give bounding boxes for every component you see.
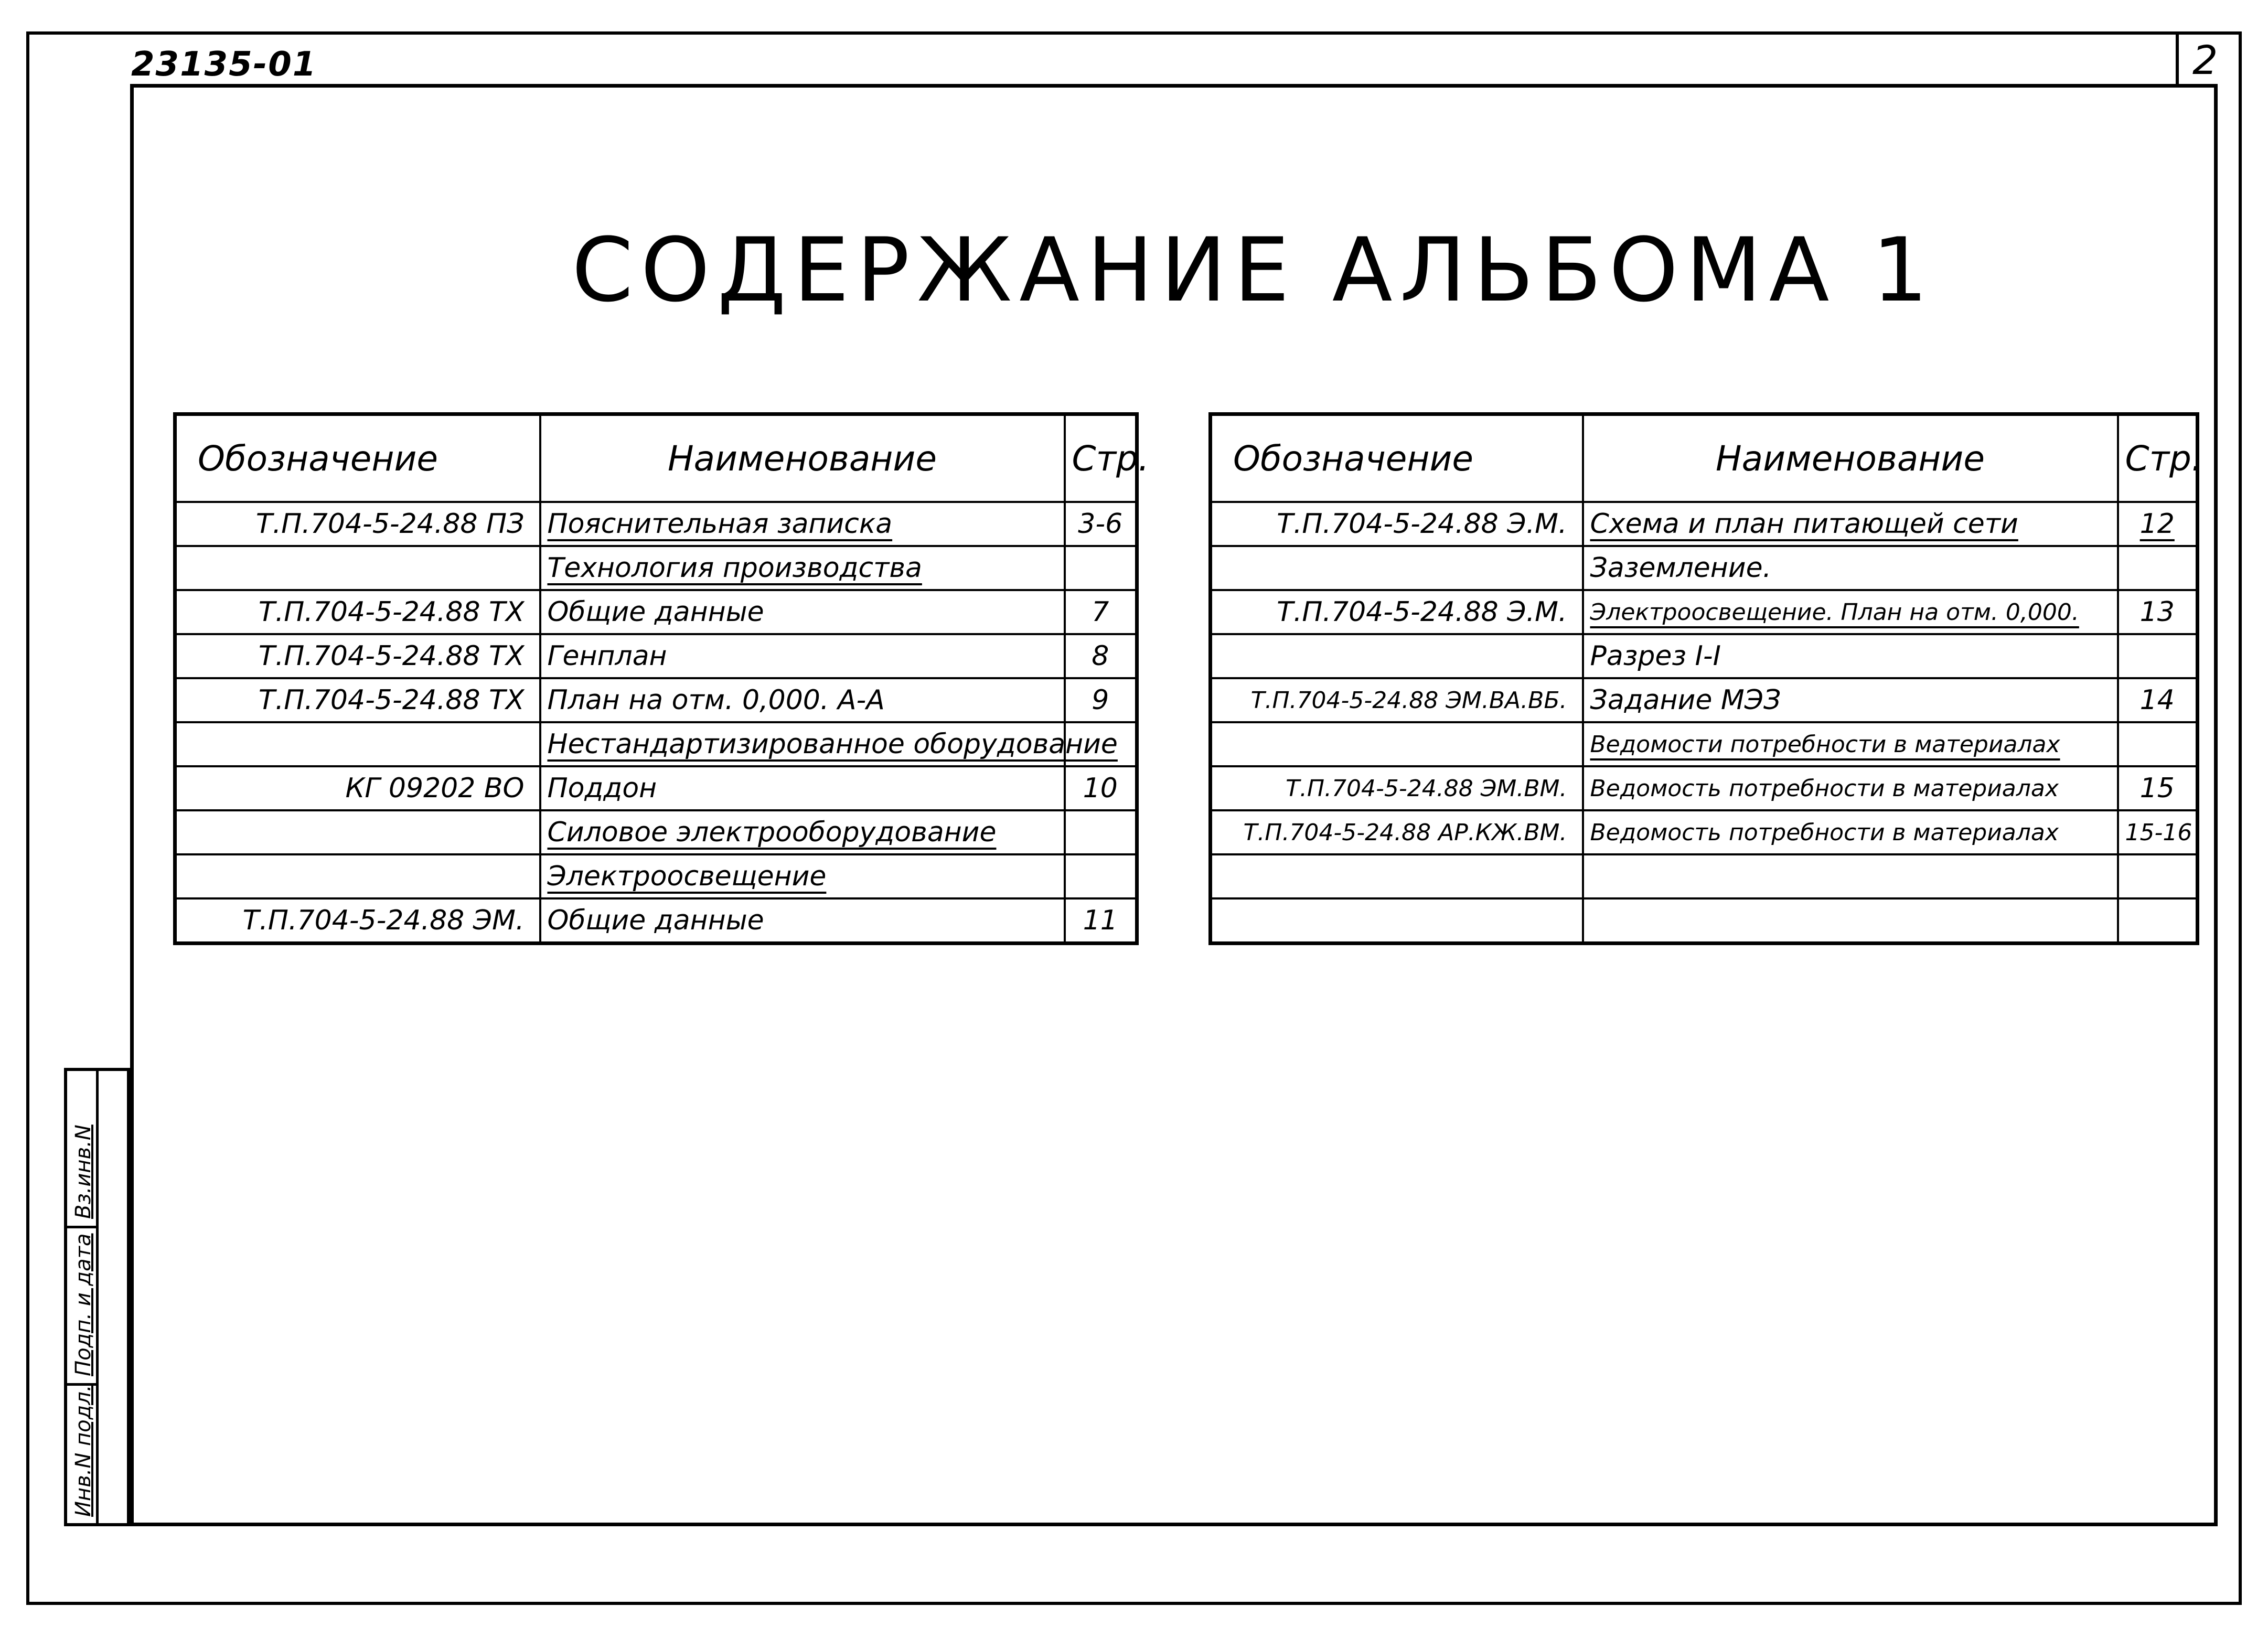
table-row <box>1211 502 2198 546</box>
row-page: 3-6 <box>1065 502 1137 546</box>
row-code: Т.П.704-5-24.88 ТХ <box>175 678 540 722</box>
row-name: План на отм. 0,000. А-А <box>540 678 1065 722</box>
row-name <box>1583 854 2118 898</box>
table-row <box>1211 766 2198 810</box>
row-name: Силовое электрооборудование <box>540 810 1065 854</box>
row-code: Т.П.704-5-24.88 Э.М. <box>1211 590 1583 634</box>
row-code <box>1211 546 1583 590</box>
table-row <box>175 810 1137 854</box>
table-row <box>1211 546 2198 590</box>
row-name: Общие данные <box>540 590 1065 634</box>
stamp-label-signature-date: Подп. и дата <box>71 1233 95 1376</box>
row-code <box>1211 898 1583 944</box>
header-designation: Обозначение <box>1211 414 1583 502</box>
row-page: 10 <box>1065 766 1137 810</box>
row-code: КГ 09202 ВО <box>175 766 540 810</box>
row-code <box>175 546 540 590</box>
row-code <box>1211 854 1583 898</box>
stamp-cell-signature-date <box>67 1228 99 1386</box>
row-name: Пояснительная записка <box>540 502 1065 546</box>
row-name: Заземление. <box>1583 546 2118 590</box>
table-row <box>1211 854 2198 898</box>
row-code: Т.П.704-5-24.88 ЭМ.ВА.ВБ. <box>1211 678 1583 722</box>
contents-table-left <box>173 412 1149 945</box>
row-code: Т.П.704-5-24.88 ЭМ. <box>175 898 540 944</box>
row-page: 14 <box>2118 678 2198 722</box>
row-name: Электроосвещение. План на отм. 0,000. <box>1583 590 2118 634</box>
row-page <box>2118 634 2198 678</box>
row-name: Ведомости потребности в материалах <box>1583 722 2118 766</box>
table-row <box>175 634 1137 678</box>
row-name: Разрез I-I <box>1583 634 2118 678</box>
row-name: Задание МЭЗ <box>1583 678 2118 722</box>
table-row <box>1211 810 2198 854</box>
row-page <box>1065 810 1137 854</box>
row-page: 7 <box>1065 590 1137 634</box>
row-page: 8 <box>1065 634 1137 678</box>
table-row <box>175 722 1137 766</box>
document-code: 23135-01 <box>131 45 317 84</box>
stamp-cell-inventory-original <box>67 1386 99 1523</box>
row-name: Нестандартизированное оборудование <box>540 722 1065 766</box>
row-name: Общие данные <box>540 898 1065 944</box>
header-page: Стр. <box>1065 414 1137 502</box>
header-name: Наименование <box>540 414 1065 502</box>
side-stamp <box>64 1068 130 1526</box>
row-code <box>175 810 540 854</box>
table-row <box>175 766 1137 810</box>
stamp-cell-inventory-ref <box>67 1071 99 1228</box>
table-header-row <box>175 414 1137 502</box>
row-name: Электроосвещение <box>540 854 1065 898</box>
row-page: 15-16 <box>2118 810 2198 854</box>
row-page <box>2118 898 2198 944</box>
table-row <box>175 854 1137 898</box>
row-page <box>2118 854 2198 898</box>
row-code: Т.П.704-5-24.88 ЭМ.ВМ. <box>1211 766 1583 810</box>
header-page: Стр. <box>2118 414 2198 502</box>
table-header-row <box>1211 414 2198 502</box>
header-designation: Обозначение <box>175 414 540 502</box>
row-name: Схема и план питающей сети <box>1583 502 2118 546</box>
contents-table-right <box>1208 412 2202 945</box>
row-code <box>175 854 540 898</box>
row-page: 9 <box>1065 678 1137 722</box>
table-row <box>175 678 1137 722</box>
row-code: Т.П.704-5-24.88 ТХ <box>175 590 540 634</box>
row-page: 15 <box>2118 766 2198 810</box>
row-code: Т.П.704-5-24.88 ТХ <box>175 634 540 678</box>
table-row <box>1211 590 2198 634</box>
row-name: Генплан <box>540 634 1065 678</box>
row-code: Т.П.704-5-24.88 ПЗ <box>175 502 540 546</box>
row-code <box>1211 634 1583 678</box>
row-page <box>2118 722 2198 766</box>
row-page: 13 <box>2118 590 2198 634</box>
table-row <box>1211 678 2198 722</box>
row-page: 12 <box>2118 502 2198 546</box>
table-row <box>175 898 1137 944</box>
row-page <box>2118 546 2198 590</box>
table-row <box>175 590 1137 634</box>
table-row <box>1211 634 2198 678</box>
row-code <box>175 722 540 766</box>
row-code <box>1211 722 1583 766</box>
row-name: Ведомость потребности в материалах <box>1583 810 2118 854</box>
stamp-label-inventory-ref: Вз.инв.N <box>71 1125 95 1219</box>
row-name <box>1583 898 2118 944</box>
row-name: Технология производства <box>540 546 1065 590</box>
table-row <box>1211 722 2198 766</box>
row-page: 11 <box>1065 898 1137 944</box>
row-code: Т.П.704-5-24.88 Э.М. <box>1211 502 1583 546</box>
page-number: 2 <box>2192 37 2218 83</box>
row-name: Поддон <box>540 766 1065 810</box>
row-page <box>1065 854 1137 898</box>
table-row <box>175 546 1137 590</box>
stamp-label-column <box>67 1071 99 1523</box>
album-title: СОДЕРЖАНИЕ АЛЬБОМА 1 <box>572 219 1935 322</box>
table-row <box>175 502 1137 546</box>
row-name: Ведомость потребности в материалах <box>1583 766 2118 810</box>
row-page <box>1065 546 1137 590</box>
table-row <box>1211 898 2198 944</box>
stamp-label-inventory-original: Инв.N подл. <box>71 1385 95 1517</box>
header-name: Наименование <box>1583 414 2118 502</box>
row-code: Т.П.704-5-24.88 АР.КЖ.ВМ. <box>1211 810 1583 854</box>
